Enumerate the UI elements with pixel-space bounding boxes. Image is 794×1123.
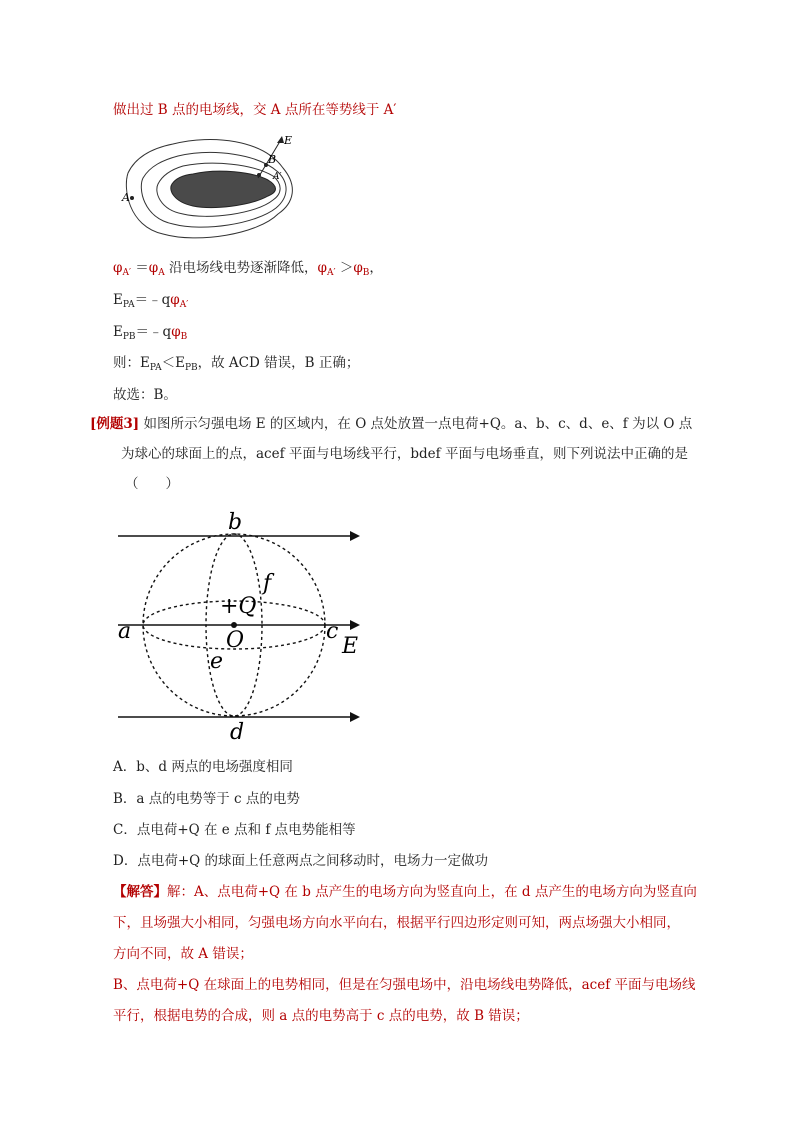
label-charge: +Q <box>220 594 257 619</box>
label-f: f <box>263 571 272 596</box>
example-q-line1: [例题3] 如图所示匀强电场 E 的区域内，在 O 点处放置一点电荷+Q。a、b、c、d、e、f 为以 O 点 <box>90 416 693 432</box>
epa-line: $E_{PA}=﹣q\varphi_{A'}$ <box>113 292 189 310</box>
sphere-field-figure <box>110 505 372 743</box>
phi-relation-line: $\varphi_{A'} =\varphi_A$ 沿电场线电势逐渐降低，$\varphi_{A'} >\varphi_B$， <box>113 260 383 278</box>
label-o: O <box>226 628 245 653</box>
field-arrowhead <box>277 136 284 143</box>
arrowhead-mid <box>350 620 360 630</box>
answer-line5: 平行，根据电势的合成，则 a 点的电势高于 c 点的电势，故 B 错误； <box>113 1008 529 1024</box>
point-a <box>130 196 134 200</box>
conclusion-line: 则：$E_{PA}<E_{PB}$，故 ACD 错误，B 正确； <box>113 355 360 373</box>
point-a-prime <box>257 173 261 177</box>
label-e: e <box>210 649 224 674</box>
answer-line1: 【解答】解：A、点电荷+Q 在 b 点产生的电场方向为竖直向上，在 d 点产生的电场方向为竖直向 <box>113 884 697 900</box>
answer-line4: B、点电荷+Q 在球面上的电势相同，但是在匀强电场中，沿电场线电势降低，acef 平面与电场线 <box>113 977 696 993</box>
intro-line: 做出过 B 点的电场线，交 A 点所在等势线于 A′ <box>113 102 397 118</box>
option-c: C．点电荷+Q 在 e 点和 f 点电势能相等 <box>113 822 356 838</box>
answer-tag: 【解答】 <box>113 884 167 900</box>
example-tag: [例题3] <box>90 416 140 432</box>
answer-line2: 下，且场强大小相同，匀强电场方向水平向右，根据平行四边形定则可知，两点场强大小相同， <box>113 915 680 931</box>
label-d: d <box>230 720 245 743</box>
label-a: a <box>118 619 132 644</box>
example-q-line3: （ ） <box>125 476 179 492</box>
label-b: b <box>228 510 243 535</box>
label-a-prime: A′ <box>273 172 282 182</box>
choose-line: 故选：B。 <box>113 387 177 403</box>
equipotential-figure <box>118 128 300 246</box>
example-q-line2: 为球心的球面上的点，acef 平面与电场线平行，bdef 平面与电场垂直，则下列说法中正确的是 <box>121 446 688 462</box>
label-e: E <box>284 134 293 147</box>
arrowhead-top <box>350 531 360 541</box>
label-c: c <box>326 619 339 644</box>
option-d: D．点电荷+Q 的球面上任意两点之间移动时，电场力一定做功 <box>113 853 488 869</box>
answer-line3: 方向不同，故 A 错误； <box>113 946 253 962</box>
option-b: B．a 点的电势等于 c 点的电势 <box>113 791 300 807</box>
label-b: B <box>268 153 277 166</box>
epb-line: $E_{PB}=﹣q\varphi_B$ <box>113 324 188 342</box>
arrowhead-bottom <box>350 712 360 722</box>
label-field-e: E <box>342 634 359 659</box>
label-a: A <box>122 191 130 204</box>
option-a: A．b、d 两点的电场强度相同 <box>113 759 293 775</box>
